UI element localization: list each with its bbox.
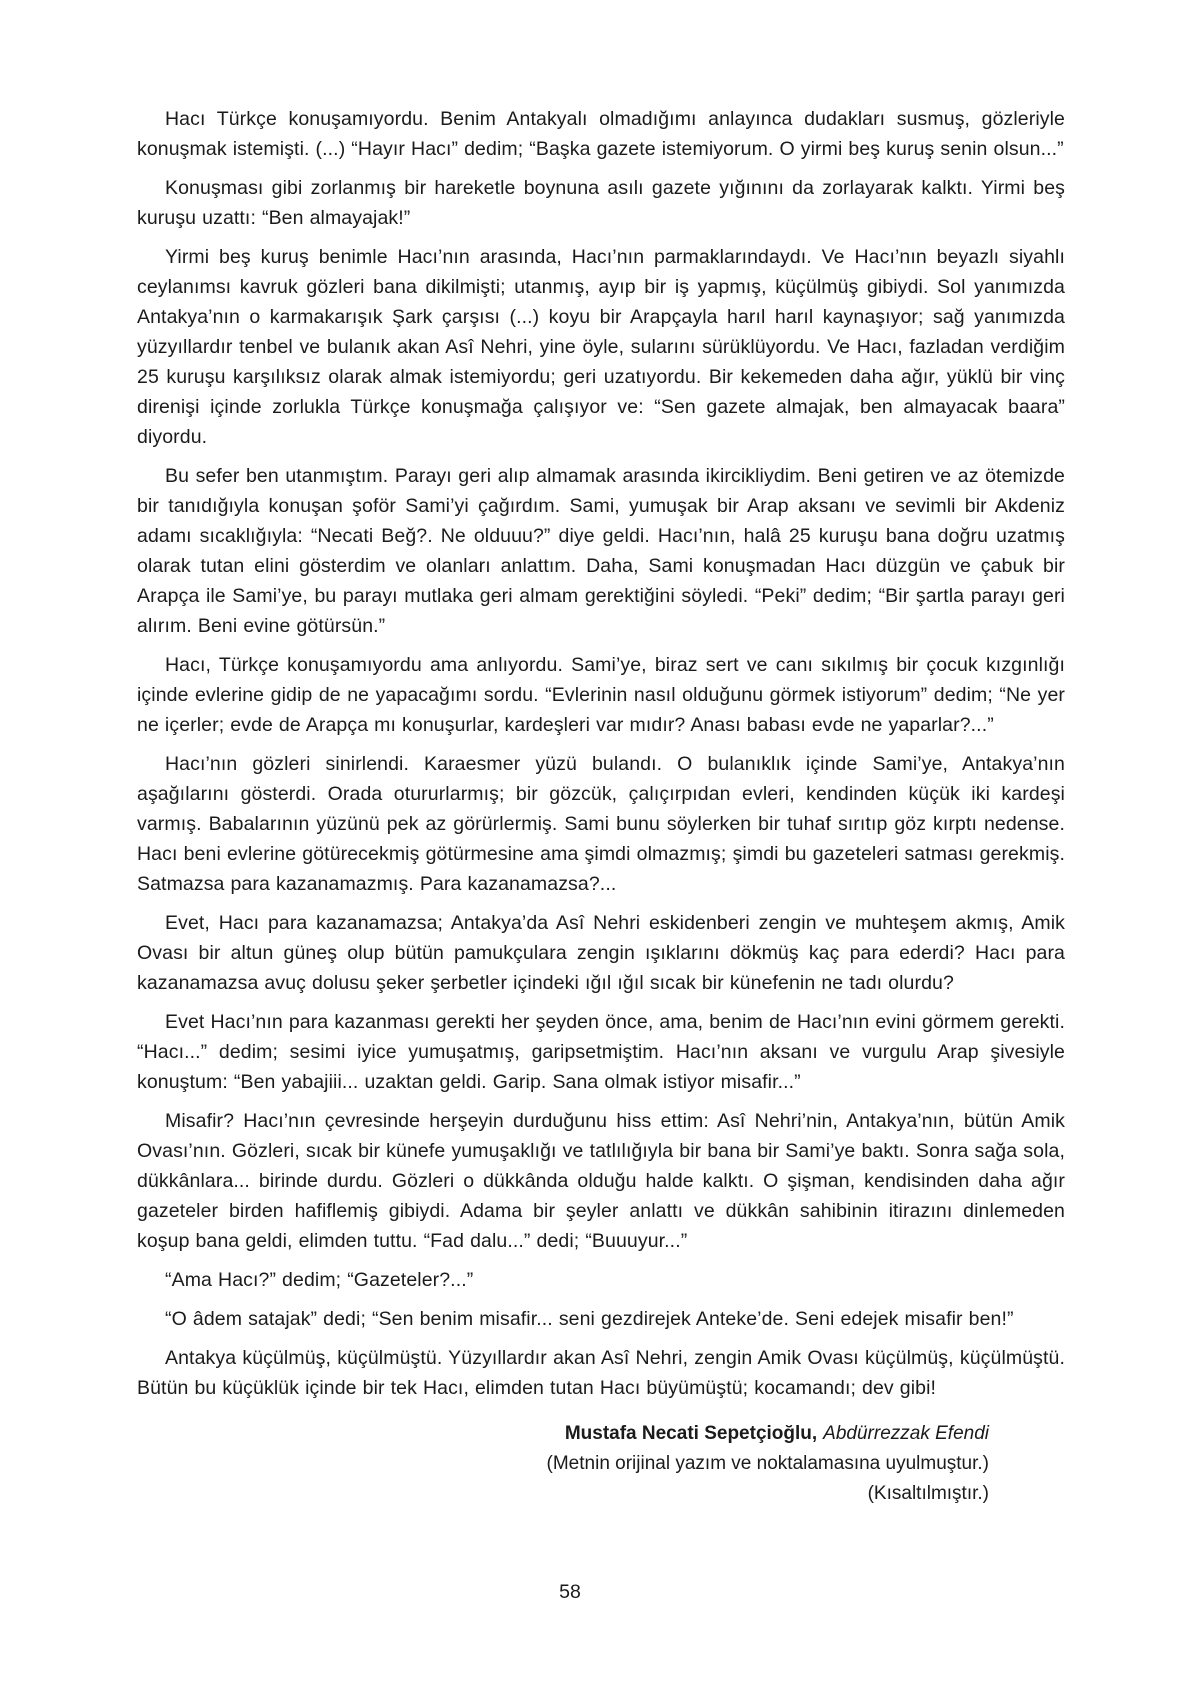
passage-paragraph-6: Hacı’nın gözleri sinirlendi. Karaesmer yüzü bulandı. O bulanıklık içinde Sami’ye, Antakya’nın aşağılarını gösterdi. Orada otururlarmış; bir gözcük, çalıçırpıdan evleri, kendinden küçük iki kardeşi varmış. Babalarının yüzünü pek az görürlermiş. Sami bunu söylerken bir tuhaf sırıtıp göz kırptı nedense. Hacı beni evlerine götürecekmiş götürmesine ama şimdi olmazmış; şimdi bu gazeteleri satması gerekmiş. Satmazsa para kazanamazmış. Para kazanamazsa?...	[137, 753, 1065, 895]
passage-paragraph-2: Konuşması gibi zorlanmış bir hareketle boynuna asılı gazete yığınını da zorlayarak kalktı. Yirmi beş kuruşu uzattı: “Ben almayajak!”	[137, 177, 1065, 229]
attribution-block	[137, 1419, 1065, 1509]
passage-paragraph-3: Yirmi beş kuruş benimle Hacı’nın arasında, Hacı’nın parmaklarındaydı. Ve Hacı’nın beyazlı siyahlı ceylanımsı kavruk gözleri bana dikilmişti; utanmış, ayıp bir iş yapmış, küçülmüş gibiydi. Sol yanımızda Antakya’nın o karmakarışık Şark çarşısı (...) koyu bir Arapçayla harıl harıl kaynaşıyor; sağ yanımızda yüzyıllardır tenbel ve bulanık akan Asî Nehri, yine öyle, sularını sürüklüyordu. Ve Hacı, fazladan verdiğim 25 kuruşu karşılıksız olarak almak istemiyordu; geri uzatıyordu. Bir kekemeden daha ağır, yüklü bir vinç direnişi içinde zorlukla Türkçe konuşmağa çalışıyor ve: “Sen gazete almajak, ben almayacak baara” diyordu.	[137, 246, 1065, 448]
passage-paragraph-11: “O âdem satajak” dedi; “Sen benim misafir... seni gezdirejek Anteke’de. Seni edejek misafir ben!”	[165, 1308, 1014, 1330]
passage-paragraph-7: Evet, Hacı para kazanamazsa; Antakya’da Asî Nehri eskidenberi zengin ve muhteşem akmış, Amik Ovası bir altun güneş olup bütün pamukçulara zengin ışıklarını dökmüş kaç para ederdi? Hacı para kazanamazsa avuç dolusu şeker şerbetler içindeki ığıl ığıl sıcak bir künefenin ne tadı olurdu?	[137, 912, 1065, 994]
passage-paragraph-4: Bu sefer ben utanmıştım. Parayı geri alıp almamak arasında ikircikliydim. Beni getiren ve az ötemizde bir tanıdığıyla konuşan şoför Sami’yi çağırdım. Sami, yumuşak bir Arap aksanı ve sevimli bir Akdeniz adamı sıcaklığıyla: “Necati Beğ?. Ne olduuu?” diye geldi. Hacı’nın, halâ 25 kuruşu bana doğru uzatmış olarak tutan elini gösterdim ve olanları anlattım. Daha, Sami konuşmadan Hacı düzgün ve çabuk bir Arapça ile Sami’ye, bu parayı mutlaka geri almam gerektiğini söyledi. “Peki” dedim; “Bir şartla parayı geri alırım. Beni evine götürsün.”	[137, 465, 1065, 637]
author-name: Mustafa Necati Sepetçioğlu,	[564, 1423, 818, 1444]
reading-passage	[137, 104, 1065, 1509]
passage-paragraph-10: “Ama Hacı?” dedim; “Gazeteler?...”	[165, 1269, 474, 1291]
page-number: 58	[559, 1581, 581, 1603]
attribution-note-spelling: (Metnin orijinal yazım ve noktalamasına uyulmuştur.)	[546, 1453, 989, 1474]
passage-paragraph-12: Antakya küçülmüş, küçülmüştü. Yüzyıllardır akan Asî Nehri, zengin Amik Ovası küçülmüş, küçülmüştü. Bütün bu küçüklük içinde bir tek Hacı, elimden tutan Hacı büyümüştü; kocamandı; dev gibi!	[137, 1347, 1065, 1399]
passage-paragraph-8: Evet Hacı’nın para kazanması gerekti her şeyden önce, ama, benim de Hacı’nın evini görmem gerekti. “Hacı...” dedim; sesimi iyice yumuşatmış, garipsetmiştim. Hacı’nın aksanı ve vurgulu Arap şivesiyle konuştum: “Ben yabajiii... uzaktan geldi. Garip. Sana olmak istiyor misafir...”	[137, 1011, 1065, 1093]
attribution-note-abridged: (Kısaltılmıştır.)	[867, 1483, 989, 1504]
passage-paragraph-1: Hacı Türkçe konuşamıyordu. Benim Antakyalı olmadığımı anlayınca dudakları susmuş, gözleriyle konuşmak istemişti. (...) “Hayır Hacı” dedim; “Başka gazete istemiyorum. O yirmi beş kuruş senin olsun...”	[137, 108, 1065, 160]
passage-paragraph-5: Hacı, Türkçe konuşamıyordu ama anlıyordu. Sami’ye, biraz sert ve canı sıkılmış bir çocuk kızgınlığı içinde evlerine gidip de ne yapacağımı sordu. “Evlerinin nasıl olduğunu görmek istiyorum” dedim; “Ne yer ne içerler; evde de Arapça mı konuşurlar, kardeşleri var mıdır? Anası babası evde ne yaparlar?...”	[137, 654, 1065, 736]
attribution-byline	[137, 1419, 989, 1449]
work-title: Abdürrezzak Efendi	[823, 1423, 989, 1444]
passage-paragraph-9: Misafir? Hacı’nın çevresinde herşeyin durduğunu hiss ettim: Asî Nehri’nin, Antakya’nın, bütün Amik Ovası’nın. Gözleri, sıcak bir künefe yumuşaklığı ve tatlılığıyla bir bana bir Sami’ye baktı. Sonra sağa sola, dükkânlara... birinde durdu. Gözleri o dükkânda olduğu halde kalktı. O şişman, kendisinden daha ağır gazeteler birden hafiflemiş gibiydi. Adama bir şeyler anlattı ve dükkân sahibinin itirazını dinlemeden koşup bana geldi, elimden tuttu. “Fad dalu...” dedi; “Buuuyur...”	[137, 1110, 1065, 1252]
